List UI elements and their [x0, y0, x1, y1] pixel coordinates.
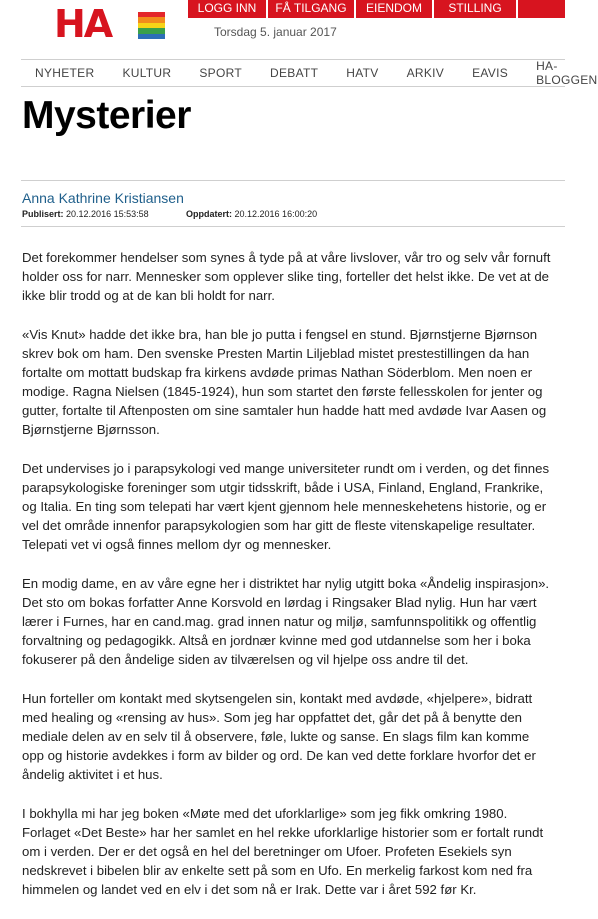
logo-ball-icon [138, 12, 165, 39]
main-nav [21, 59, 598, 87]
top-nav [188, 0, 565, 18]
nav-sport[interactable]: SPORT [199, 66, 242, 80]
published-date: 20.12.2016 15:53:58 [66, 209, 149, 219]
nav-hatv[interactable]: HATV [346, 66, 379, 80]
page-title: Mysterier [22, 94, 191, 137]
article-body [22, 248, 552, 919]
get-access-link[interactable]: FÅ TILGANG [266, 0, 354, 18]
article-paragraph: Hun forteller om kontakt med skytsengelen sin, kontakt med avdøde, «hjelpere», bidratt med healing og «rensing av hus». Som jeg har oppfattet det, går det på å benytte den mediale delen av en selv til å observere, føle, lukte og sanse. En slags film kan komme opp og historie avdekkes i form av bilder og ord. De kan ved dette forklare hvorfor det er åndelig aktivitet i et hus. [22, 691, 536, 782]
top-nav-overflow[interactable] [516, 0, 565, 18]
nav-debatt[interactable]: DEBATT [270, 66, 319, 80]
byline-divider [21, 226, 565, 227]
nav-nyheter[interactable]: NYHETER [35, 66, 95, 80]
current-date: Torsdag 5. januar 2017 [214, 25, 337, 39]
article-paragraph: Det undervises jo i parapsykologi ved mange universiteter rundt om i verden, og det finnes parapsykologiske foreninger som utgir tidsskrift, både i USA, Finland, England, Frankrike, og Italia. En ting som telepati har vært kjent gjennom hele menneskehetens historie, og er vel det område innenfor parapsykologien som har gitt de fleste vitenskapelige resultater. Telepati vet vi også finnes mellom dyr og mennesker. [22, 461, 550, 552]
logo-text: HA [54, 2, 112, 46]
logo[interactable] [54, 2, 169, 46]
article-paragraph: En modig dame, en av våre egne her i distriktet har nylig utgitt boka «Åndelig inspirasjon». Det sto om bokas forfatter Anne Korsvold en lørdag i Ringsaker Blad nylig. Hun har vært lærer i Furnes, har en cand.mag. grad innen natur og miljø, samfunnspolitikk og offentlig forvaltning og pedagogikk. Altså en jordnær kvinne med god utdannelse som her i boka fokuserer på den åndelige siden av tilværelsen og vil hjelpe oss andre til det. [22, 576, 550, 667]
nav-ha-bloggen[interactable]: HA-BLOGGEN [536, 59, 598, 87]
author-name[interactable]: Anna Kathrine Kristiansen [22, 190, 184, 206]
article-paragraph: Det forekommer hendelser som synes å tyde på at våre livslover, vår tro og selv vår fornuft holder oss for narr. Mennesker som opplever slike ting, forteller det helst ikke. De vet at de ikke blir trodd og at de kan bli holdt for narr. [22, 250, 551, 303]
updated-meta [186, 209, 317, 219]
published-meta [22, 209, 149, 219]
updated-date: 20.12.2016 16:00:20 [234, 209, 318, 219]
updated-label: Oppdatert: [186, 209, 232, 219]
title-divider [21, 180, 565, 181]
article-paragraph: «Vis Knut» hadde det ikke bra, han ble jo putta i fengsel en stund. Bjørnstjerne Bjørnson skrev bok om ham. Den svenske Presten Martin Liljeblad mistet prestestillingen da han fortalte om mottatt budskap fra kirkens avdøde primas Nathan Söderblom. Men noen er modige. Ragna Nielsen (1845-1924), hun som startet den første fellesskolen for jenter og gutter, fortalte til Aftenposten om sine samtaler hun hadde hatt med avdøde Ivar Aasen og Bjørnstjerne Bjørnsson. [22, 327, 547, 437]
article-paragraph: I bokhylla mi har jeg boken «Møte med det uforklarlige» som jeg fikk omkring 1980. Forlaget «Det Beste» har her samlet en hel rekke uforklarlige historier som er fortalt rundt om i verden. Der er det også en hel del beretninger om Ufoer. Profeten Esekiels syn nedskrevet i bibelen blir av enkelte sett på som en Ufo. En merkelig farkost kom ned fra himmelen og landet ved en elv i det som nå er Irak. Dette var i året 592 før Kr. [22, 806, 544, 897]
published-label: Publisert: [22, 209, 64, 219]
eiendom-link[interactable]: EIENDOM [354, 0, 432, 18]
nav-arkiv[interactable]: ARKIV [406, 66, 445, 80]
nav-eavis[interactable]: EAVIS [472, 66, 509, 80]
nav-kultur[interactable]: KULTUR [122, 66, 172, 80]
stilling-link[interactable]: STILLING [432, 0, 516, 18]
login-link[interactable]: LOGG INN [197, 1, 257, 15]
